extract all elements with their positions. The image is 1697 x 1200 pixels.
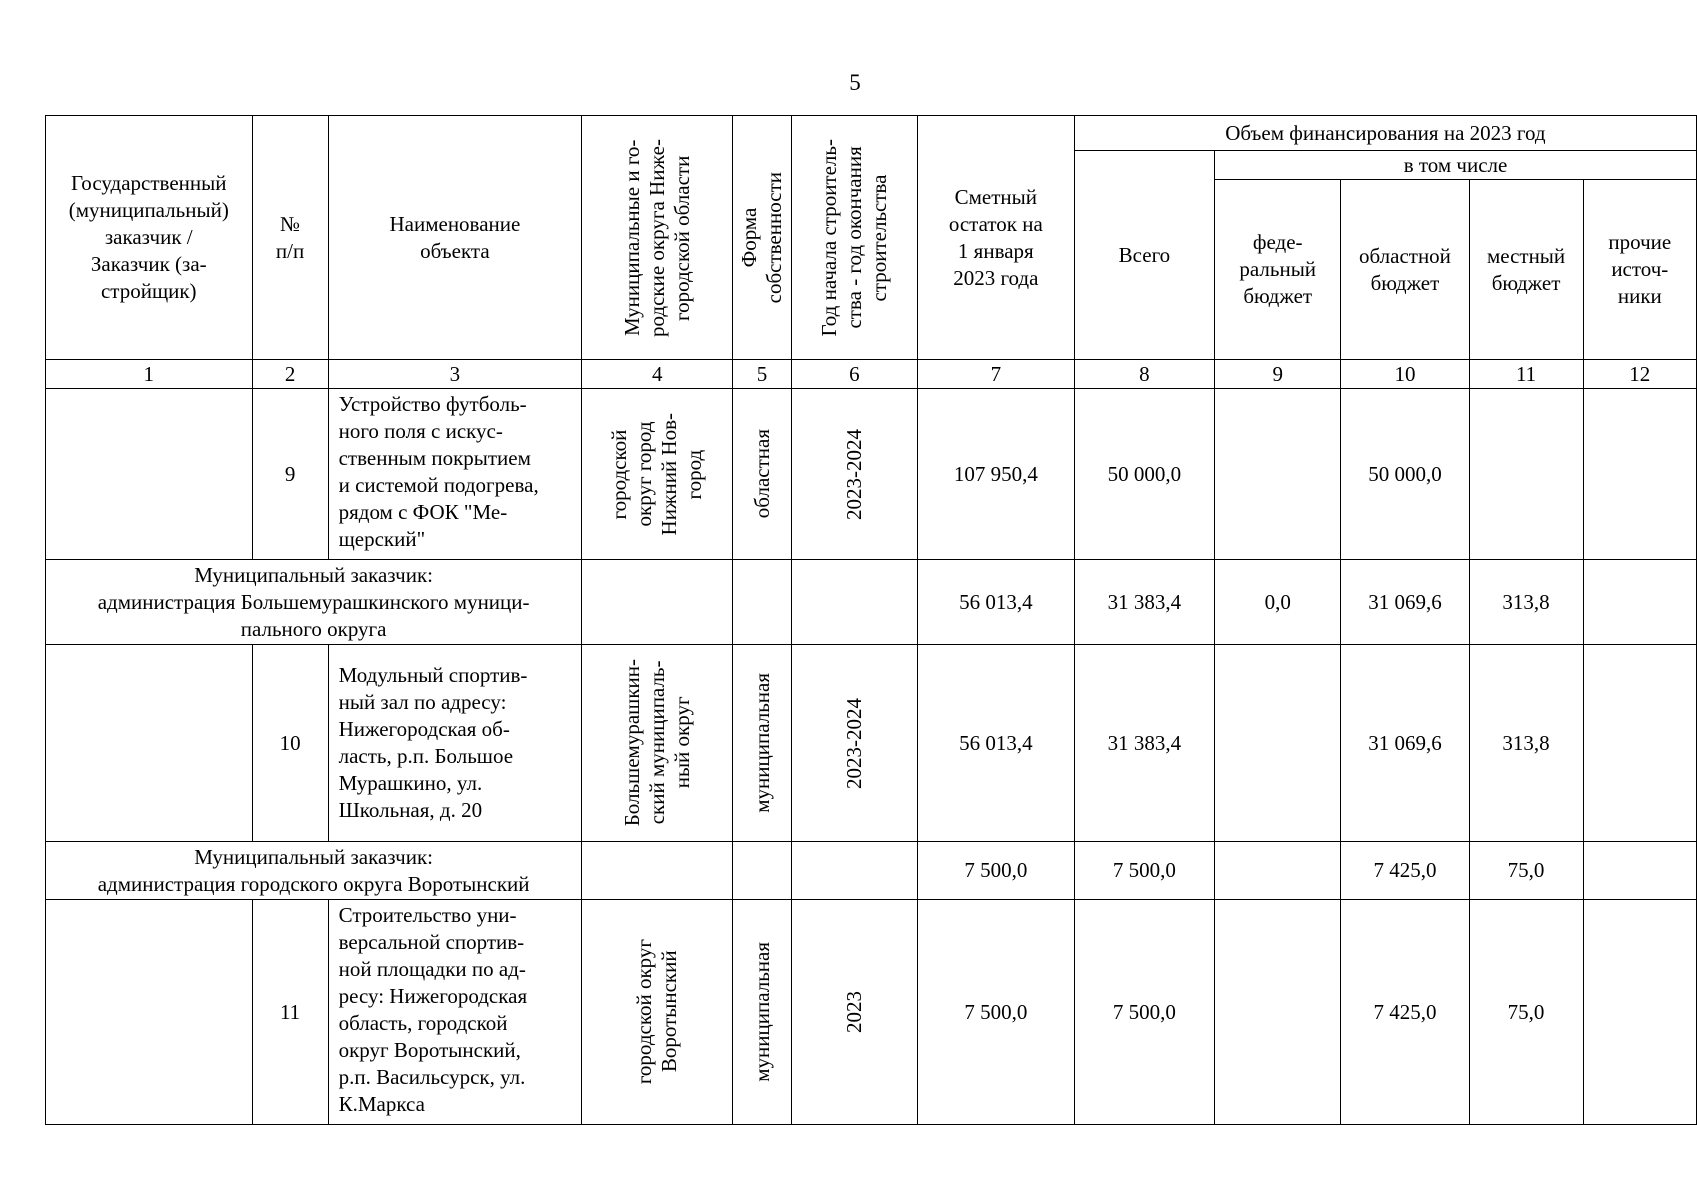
- column-number: 6: [791, 360, 917, 389]
- total-cell: 7 500,0: [1074, 900, 1214, 1125]
- years-cell: 2023: [791, 900, 917, 1125]
- section-row: [46, 560, 1697, 645]
- section-row: [46, 842, 1697, 900]
- years-cell: [791, 842, 917, 900]
- other-cell: [1583, 389, 1696, 560]
- header-remainder: Сметный остаток на 1 января 2023 года: [917, 116, 1074, 360]
- years-cell: 2023-2024: [791, 389, 917, 560]
- years-cell: [791, 560, 917, 645]
- header-object-name: Наименование объекта: [328, 116, 582, 360]
- district-cell: [582, 560, 733, 645]
- regional-cell: 50 000,0: [1341, 389, 1469, 560]
- ownership-cell: муниципальная: [733, 645, 792, 842]
- row-number: 10: [252, 645, 328, 842]
- object-name: Устройство футболь- ного поля с искус- ственным покрытием и системой подогрева, рядом с ФОК "Ме- щерский": [328, 389, 582, 560]
- table-row: [46, 389, 1697, 560]
- regional-cell: 7 425,0: [1341, 842, 1469, 900]
- federal-cell: [1215, 900, 1341, 1125]
- total-cell: 31 383,4: [1074, 645, 1214, 842]
- header-customer: Государственный (муниципальный) заказчик / Заказчик (за- стройщик): [46, 116, 253, 360]
- object-name: Строительство уни- версальной спортив- ной площадки по ад- ресу: Нижегородская область, городской округ Воротынский, р.п. Васильсурск, ул. К.Маркса: [328, 900, 582, 1125]
- remainder-cell: 56 013,4: [917, 645, 1074, 842]
- row-number: 11: [252, 900, 328, 1125]
- district-cell: Большемурашкин- ский муниципаль- ный округ: [582, 645, 733, 842]
- header-regional: областной бюджет: [1341, 180, 1469, 360]
- column-number: 7: [917, 360, 1074, 389]
- local-cell: 313,8: [1469, 560, 1583, 645]
- row-number: 9: [252, 389, 328, 560]
- other-cell: [1583, 842, 1696, 900]
- column-number: 4: [582, 360, 733, 389]
- header-district: Муниципальные и го- родские округа Ниже- городской области: [582, 116, 733, 360]
- ownership-cell: областная: [733, 389, 792, 560]
- years-cell: 2023-2024: [791, 645, 917, 842]
- total-cell: 7 500,0: [1074, 842, 1214, 900]
- federal-cell: [1215, 842, 1341, 900]
- table-row: [46, 645, 1697, 842]
- ownership-cell: [733, 842, 792, 900]
- header-other: прочие источ- ники: [1583, 180, 1696, 360]
- column-number: 1: [46, 360, 253, 389]
- header-number: № п/п: [252, 116, 328, 360]
- district-cell: городской округ Воротынский: [582, 900, 733, 1125]
- total-cell: 50 000,0: [1074, 389, 1214, 560]
- federal-cell: [1215, 645, 1341, 842]
- remainder-cell: 107 950,4: [917, 389, 1074, 560]
- column-numbers-row: [46, 360, 1697, 389]
- regional-cell: 31 069,6: [1341, 560, 1469, 645]
- column-number: 10: [1341, 360, 1469, 389]
- ownership-cell: [733, 560, 792, 645]
- section-customer: Муниципальный заказчик: администрация городского округа Воротынский: [46, 842, 582, 900]
- remainder-cell: 56 013,4: [917, 560, 1074, 645]
- column-number: 3: [328, 360, 582, 389]
- local-cell: 75,0: [1469, 842, 1583, 900]
- header-years: Год начала строитель- ства - год окончания строительства: [791, 116, 917, 360]
- header-ownership: Форма собственности: [733, 116, 792, 360]
- remainder-cell: 7 500,0: [917, 842, 1074, 900]
- header-local: местный бюджет: [1469, 180, 1583, 360]
- column-number: 11: [1469, 360, 1583, 389]
- header-total: Всего: [1074, 151, 1214, 360]
- district-cell: [582, 842, 733, 900]
- ownership-cell: муниципальная: [733, 900, 792, 1125]
- customer-cell: [46, 645, 253, 842]
- column-number: 9: [1215, 360, 1341, 389]
- header-including: в том числе: [1215, 151, 1697, 180]
- column-number: 12: [1583, 360, 1696, 389]
- district-cell: городской округ город Нижний Нов- город: [582, 389, 733, 560]
- customer-cell: [46, 900, 253, 1125]
- column-number: 5: [733, 360, 792, 389]
- object-name: Модульный спортив- ный зал по адресу: Нижегородская об- ласть, р.п. Большое Мурашкино, ул. Школьная, д. 20: [328, 645, 582, 842]
- financing-table: [45, 115, 1697, 1125]
- other-cell: [1583, 645, 1696, 842]
- local-cell: 313,8: [1469, 645, 1583, 842]
- table-row: [46, 900, 1697, 1125]
- column-number: 2: [252, 360, 328, 389]
- local-cell: [1469, 389, 1583, 560]
- page-number: 5: [849, 70, 861, 95]
- federal-cell: [1215, 389, 1341, 560]
- local-cell: 75,0: [1469, 900, 1583, 1125]
- federal-cell: 0,0: [1215, 560, 1341, 645]
- customer-cell: [46, 389, 253, 560]
- other-cell: [1583, 560, 1696, 645]
- regional-cell: 31 069,6: [1341, 645, 1469, 842]
- remainder-cell: 7 500,0: [917, 900, 1074, 1125]
- other-cell: [1583, 900, 1696, 1125]
- column-number: 8: [1074, 360, 1214, 389]
- header-row: [46, 116, 1697, 151]
- header-funding-group: Объем финансирования на 2023 год: [1074, 116, 1696, 151]
- header-federal: феде- ральный бюджет: [1215, 180, 1341, 360]
- section-customer: Муниципальный заказчик: администрация Большемурашкинского муници- пального округа: [46, 560, 582, 645]
- total-cell: 31 383,4: [1074, 560, 1214, 645]
- regional-cell: 7 425,0: [1341, 900, 1469, 1125]
